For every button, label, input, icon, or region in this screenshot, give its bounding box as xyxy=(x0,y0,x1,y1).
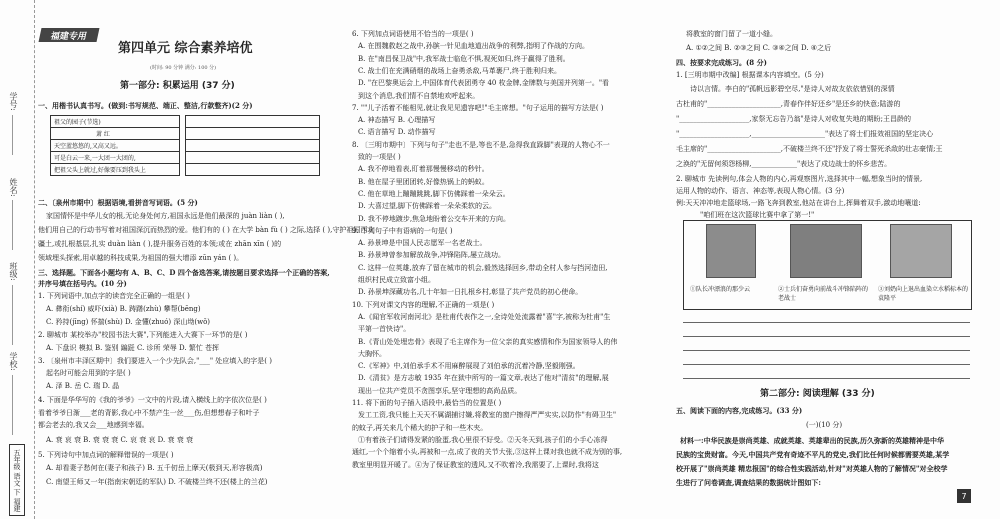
exam-subtitle: (时间: 90 分钟 满分: 100 分) xyxy=(150,65,217,71)
mid-question-line: 发工工资,我只能上天天不属湖捕讨嫌,将教室的窗户擦得严严实实,以防作"有碍卫生" xyxy=(358,411,617,420)
material-line: 生进行了问卷调查,调查结果的数据统计图如下: xyxy=(676,478,822,487)
soldier-photo xyxy=(706,224,756,278)
handwriting-practice-table xyxy=(185,115,320,176)
blank-line xyxy=(12,285,13,345)
practice-cell[interactable] xyxy=(186,116,320,128)
table-row: 萧 红 xyxy=(51,128,180,140)
q5-subsection: (一)(10 分) xyxy=(806,421,843,429)
mid-question-line: 致的一项是( ) xyxy=(358,153,401,161)
mid-question-line: 8. 〔三明市期中〕下列与句子"走也不是,等也不是,急得我直跺脚"表现的人物心不一 xyxy=(352,140,610,149)
q3-item: A. 下盘识 模拟 B. 鉴别 蹁跹 C. 诊所 荣辱 D. 繁忙 苍挥 xyxy=(46,344,220,352)
picture-caption: ②士兵们奋勇向前战斗冲锋陷阵的老战士 xyxy=(778,286,869,302)
q3-item: 2. 聊城市 某校举办"校园书法大赛",下列能进入大赛下一环节的是( ) xyxy=(38,331,248,339)
picture-caption: ①队长冲漂浪的那少云 xyxy=(690,286,751,293)
mid-question-line: A.《闻官军收河南河北》是杜甫代表作之一,全诗处处流露着"喜"字,被称为杜甫"生 xyxy=(358,312,611,321)
blank-line xyxy=(12,375,13,435)
table-row: 祖父的园子(节选) xyxy=(51,116,180,128)
right-top-text: 将教室的窗门留了一道小缝。 xyxy=(686,30,777,38)
mid-question-line: 11. 将下面的句子插入语段中,最恰当的位置是( ) xyxy=(352,399,502,407)
mid-question-line: D. 大喜过望,脚下仿佛踩着一朵朵柔软的云。 xyxy=(358,202,497,211)
q3-item: 都会老去的,我又会___地感到幸福。 xyxy=(38,421,149,429)
mid-question-line: A. 神态描写 B. 心理描写 xyxy=(358,116,436,125)
blank-line xyxy=(12,115,13,155)
mid-question-line: D.《清贫》是方志敏 1935 年在狱中所写的一篇文章,表达了他对"清贫"的理解,展 xyxy=(358,374,609,383)
q2-line: 领域埋头探索,用卓越的科技成果,为祖国的强大增添 zūn yán ( )。 xyxy=(38,254,244,262)
rice-field-photo xyxy=(890,224,952,278)
page-title: 第四单元 综合素养培优 xyxy=(118,41,253,56)
answer-line[interactable] xyxy=(683,378,970,379)
example-line: 例:天天冲冲地走篮球场,一路飞奔到教室,他站在讲台上,挥舞着双手,激动地嚷道: xyxy=(676,199,921,207)
q3-item: 1. 下列词语中,加点字的读音完全正确的一组是( ) xyxy=(38,292,190,300)
mid-question-line: B.《青山处处埋忠骨》表现了毛主席作为一位父亲的真实感情和作为国家领导人的伟 xyxy=(358,337,618,346)
class-label: 班级: xyxy=(9,262,18,281)
mid-question-line: 大胸怀。 xyxy=(358,349,386,358)
answer-line[interactable] xyxy=(683,336,970,337)
material-line: 民族的宝贵财富。今天,中国共产党有奇迹不平凡的党史,我们比任何时候都需要英雄,某学 xyxy=(676,450,950,459)
mid-question-line: A. 孙景坤是中国人民志愿军一名老战士。 xyxy=(358,239,487,248)
page-number: 7 xyxy=(957,489,971,503)
mid-question-line: C.《军神》中,刘伯承手术不用麻醉展现了刘伯承的沉着冷静,坚毅刚强。 xyxy=(358,362,580,371)
binding-margin xyxy=(0,0,35,519)
part1-heading: 第一部分: 积累运用 (37 分) xyxy=(120,81,235,91)
q3-title-cont: 并序号填在括号内。(10 分) xyxy=(38,279,127,288)
student-number-label: 学号: xyxy=(9,92,18,111)
mid-question-line: 通红,一个个缩着小头,再被和一点,成了夜的关节大张,③这样上课对我也就不成为别的事, xyxy=(352,448,623,457)
q2-line: 家国情怀是中华儿女的根,无论身处何方,祖国永远是他们最深的 juàn liàn ( ), xyxy=(46,212,285,220)
mid-question-line: 9. 下列句子中有语病的一句是( ) xyxy=(352,226,453,235)
q4-line: 古杜甫的"_____________________,青春作伴好还乡"是还乡的快意;陆游的 xyxy=(676,100,901,108)
province-badge: 福建专用 xyxy=(39,28,100,42)
answer-line[interactable] xyxy=(683,350,970,351)
mid-question-line: 教室里明显开暖了。④为了保证教室的透风,又不吹着冷,我需要了,上课时,我将这 xyxy=(352,460,599,469)
q3-item: A. 衰 哀 衰 B. 衰 衰 衰 C. 哀 衰 哀 D. 衰 衰 衰 xyxy=(46,436,193,444)
q3-item: 4. 下面是华华写的《我的爷爷》一文中的片段,请入横线上的字依次位是( ) xyxy=(38,396,267,404)
picture-caption: ③刘奶向上退出血染立水稻标本的袁隆平 xyxy=(878,286,969,302)
part2-heading: 第二部分: 阅读理解 (33 分) xyxy=(760,389,875,399)
mid-question-line: 10. 下列对课文内容的理解,不正确的一项是( ) xyxy=(352,300,495,309)
mid-question-line: 6. 下列加点词语使用不恰当的一项是( ) xyxy=(352,30,474,38)
q3-item: A. 泽 B. 岳 C. 瑞 D. 晶 xyxy=(46,382,120,390)
mid-question-line: D. "在巴黎奥运会上,中国体育代表团勇夺 40 枚金牌,金牌数与美国并列第一。"看 xyxy=(358,79,610,88)
q4-line: "____________________,家祭无忘告乃翁"是诗人对收复失地的期盼;王昌龄的 xyxy=(676,115,912,123)
q4-1-title: 1. [三明市期中改编] 根据课本内容填空。(5 分) xyxy=(676,71,824,79)
material-line: 材料一:中华民族是崇尚英雄、成就英雄、英雄辈出的民族,历久弥新的英雄精神是中华 xyxy=(680,436,945,445)
mid-question-line: D. 孙景坤深藏功名,几十年如一日扎根乡村,彰显了共产党员的初心使命。 xyxy=(358,288,583,297)
mid-question-line: 的蚊子,再关来几个稀大的护子和一些木夹。 xyxy=(352,423,488,432)
mid-question-line: 到这个消息,我们情不自禁地欢呼起来。 xyxy=(358,91,480,100)
battle-photo xyxy=(790,224,862,278)
q3-item: 3. 〔泉州市丰泽区期中〕我们要进入一个少先队会,"___" 处应填入的字是( ) xyxy=(38,357,272,365)
table-row: 把祖父头上就过,好像要压到我头上 xyxy=(51,164,180,176)
school-label: 学校: xyxy=(9,352,18,371)
q4-line: 之涣的"无留何须怨杨柳,_____________"表达了戍边战士的怀乡悲苦。 xyxy=(676,160,892,168)
mid-question-line: C. 语言描写 D. 动作描写 xyxy=(358,128,436,137)
material-line: 校开展了"崇尚英雄 精忠报国"的综合性实践活动,针对"对英雄人物的了解情况"对全校学 xyxy=(676,464,948,473)
name-label: 姓名: xyxy=(9,178,18,197)
q2-line: 他们用自己的行动书写着对祖国深沉而热烈的爱。他们有的 ( ) 在大学 bàn fù ( ) 之际,选择 ( ),守护祖国西北 xyxy=(38,226,375,234)
example-line: "咱们班在这次篮球比赛中拿了第一!" xyxy=(700,211,815,219)
practice-cell[interactable] xyxy=(186,164,320,176)
q4-title: 四、按要求完成练习。(8 分) xyxy=(676,58,767,67)
q4-2-title: 2. 聊城市 先读例句,体会人物的内心,再观察图片,选择其中一幅,想象当时的情景, xyxy=(676,175,923,183)
q3-item: C. 南望王师又一年(指南宋朝廷的军队) D. 不破楼兰终不还(楼上的兰花) xyxy=(46,478,268,486)
blank-line xyxy=(12,200,13,250)
mid-question-line: B. 他在屋子里团团转,好像热锅上的蚂蚁。 xyxy=(358,177,489,186)
mid-question-line: B. 孙景坤曾参加解放战争,冲锋陷阵,屡立战功。 xyxy=(358,251,506,260)
grade-tag: 五年级 语文 下 福建 xyxy=(9,444,25,516)
mid-question-line: B. 在"南昌保卫战"中,我军战士临危不惧,视死如归,终于赢得了胜利。 xyxy=(358,54,570,63)
mid-question-line: ①有着孩子们请得发紧的脸蛋,我心里很不好受。②天冬天到,孩子们的小手心冻得 xyxy=(358,435,608,444)
q3-item: 5. 下列诗句中加点词的解释错误的一项是( ) xyxy=(38,451,174,459)
practice-cell[interactable] xyxy=(186,128,320,140)
mid-question-line: A. 在围魏救赵之战中,孙膑一针见血地道出战争的利弊,指明了作战的方向。 xyxy=(358,42,589,51)
table-row: 可是白云一来,一大团一大团的, xyxy=(51,152,180,164)
q4-line: 毛主席的"_____________________,不破楼兰终不还"抒发了将士誓死杀敌的壮志豪情;王 xyxy=(676,145,943,153)
q3-item: 看着爷爷日渐___老的背影,我心中不禁产生一丝___伤,但想想春子和叶子 xyxy=(38,409,260,417)
q4-2-title-cont: 运用人物的动作、语言、神态等,表现人物心情。(3 分) xyxy=(676,187,845,195)
table-row: 天空蓝悠悠的,又高又远。 xyxy=(51,140,180,152)
q2-title: 二、〔泉州市期中〕根据语境,看拼音写词语。(5 分) xyxy=(38,198,198,207)
q3-title: 三、选择题。下面各小题均有 A、B、C、D 四个备选答案,请按题目要求选择一个正确的答案, xyxy=(38,268,330,277)
mid-question-line: 平第一首快诗"。 xyxy=(358,325,411,334)
q3-item: A. 却看妻子愁何在(妻子和孩子) B. 五千仞岳上摩天(极到天,形容极高) xyxy=(46,464,263,472)
answer-line[interactable] xyxy=(683,364,970,365)
q4-line: 诗以言情。李白的"孤帆远影碧空尽,"是诗人对故友依依惜别的深情 xyxy=(690,85,895,93)
mid-question-line: C. 他在草地上蹦蹦跳跳,脚下仿佛踩着一朵朵云。 xyxy=(358,189,510,198)
mid-question-line: C. 战士们在充满硝烟的战场上奋勇杀敌,马革裹尸,终于胜利归来。 xyxy=(358,66,562,75)
q3-item: 起名时可能会用到的字是( ) xyxy=(46,369,131,377)
q2-line: 疆土,或扎根基层,扎实 duàn liàn ( ),提升服务百姓的本领;或在 zhān xīn ( )的 xyxy=(38,240,282,248)
practice-cell[interactable] xyxy=(186,152,320,164)
q3-item: C. 矜持(jīng) 怀揣(shù) D. 金懂(zhuó) 深山坳(wǒ) xyxy=(46,318,211,326)
q1-title: 一、用楷书认真书写。(做到:书写规范、端正、整洁,行款整齐)(2 分) xyxy=(38,101,253,110)
q5-title: 五、阅读下面的内容,完成练习。(33 分) xyxy=(676,406,803,415)
q11-options: A. ①②之间 B. ②③之间 C. ③④之间 D. ④之后 xyxy=(686,44,832,52)
mid-question-line: A. 我不停地看表,盯着那慢慢移动的秒针。 xyxy=(358,165,489,174)
answer-line[interactable] xyxy=(683,322,970,323)
mid-question-line: 7. ""儿子活着不能相见,就让我见见遗容吧!"毛主席想。"句子运用的描写方法是( ) xyxy=(352,103,604,112)
mid-question-line: 组织村民成立致富小组。 xyxy=(358,276,435,284)
handwriting-text-table xyxy=(50,115,180,176)
mid-question-line: D. 我不停地踱步,焦急地盼着公交车开来的方向。 xyxy=(358,214,511,223)
mid-question-line: C. 这样一位英雄,放弃了留在城市的机会,毅然选择回乡,带动全村人参与挡河造田, xyxy=(358,263,608,272)
mid-question-line: 现出一位共产党员不贪图享乐,坚守理想的高尚品质。 xyxy=(358,386,522,395)
q4-line: "____________________,_____________________"表达了将士们报效祖国的坚定决心 xyxy=(676,130,934,138)
practice-cell[interactable] xyxy=(186,140,320,152)
q3-item: A. 彝衔(shí) 威吓(xià) B. 踌躇(zhù) 攀帮(bēng) xyxy=(46,305,201,313)
